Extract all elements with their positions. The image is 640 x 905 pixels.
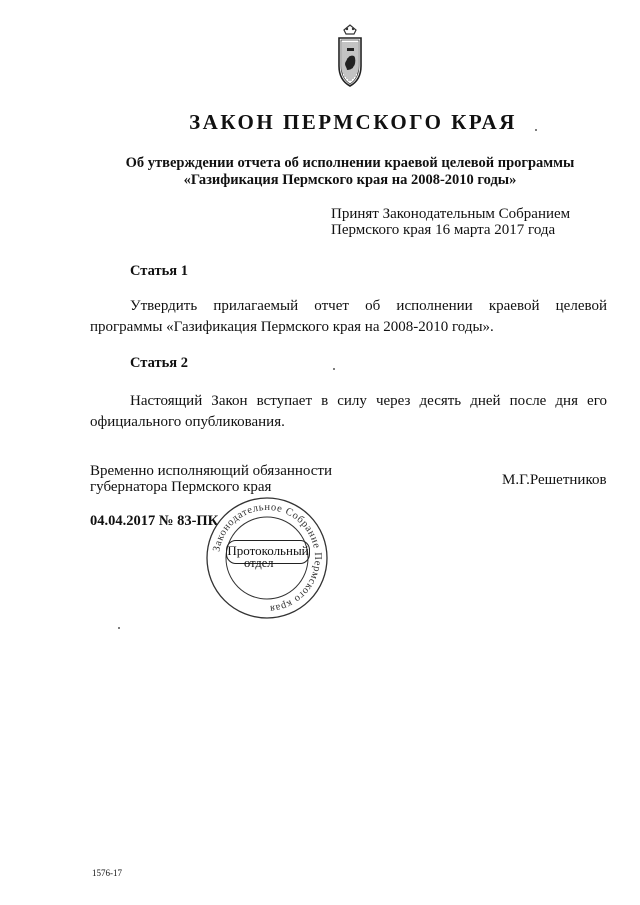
adoption-note (331, 206, 570, 238)
stamp-inner-line-2: отдел (244, 556, 274, 570)
article-2-heading: Статья 2 (130, 355, 188, 371)
stamp-inner-line-1: Протокольный (226, 540, 310, 564)
signatory-position-line-2: губернатора Пермского края (90, 479, 272, 495)
article-1-text: Утвердить прилагаемый отчет об исполнении краевой целевой программы «Газификация Пермского края на 2008-2010 годы». (90, 298, 607, 335)
article-1-heading: Статья 1 (130, 263, 188, 279)
coat-of-arms-emblem (330, 24, 370, 88)
signatory-position (90, 463, 332, 495)
subtitle-line-1: Об утверждении отчета об исполнении краевой целевой программы (125, 155, 575, 171)
scan-speck (333, 368, 335, 370)
scan-speck (118, 627, 120, 629)
signatory-name: М.Г.Решетников (502, 472, 607, 488)
article-2-text: Настоящий Закон вступает в силу через десять дней после дня его официального опубликования. (90, 393, 607, 430)
signatory-position-line-1: Временно исполняющий обязанности (90, 463, 333, 479)
document-subtitle (60, 155, 640, 189)
scan-speck (535, 129, 537, 131)
document-title: ЗАКОН ПЕРМСКОГО КРАЯ (189, 110, 517, 134)
stamp-ring-text: Законодательное Собрание Пермского края (211, 501, 324, 614)
law-date-number: 04.04.2017 № 83-ПК (90, 513, 219, 529)
adoption-line-1: Принят Законодательным Собранием (331, 206, 571, 222)
footer-registration-code: 1576-17 (92, 868, 122, 878)
adoption-line-2: Пермского края 16 марта 2017 года (331, 222, 556, 238)
subtitle-line-2: «Газификация Пермского края на 2008-2010 годы» (183, 172, 517, 188)
